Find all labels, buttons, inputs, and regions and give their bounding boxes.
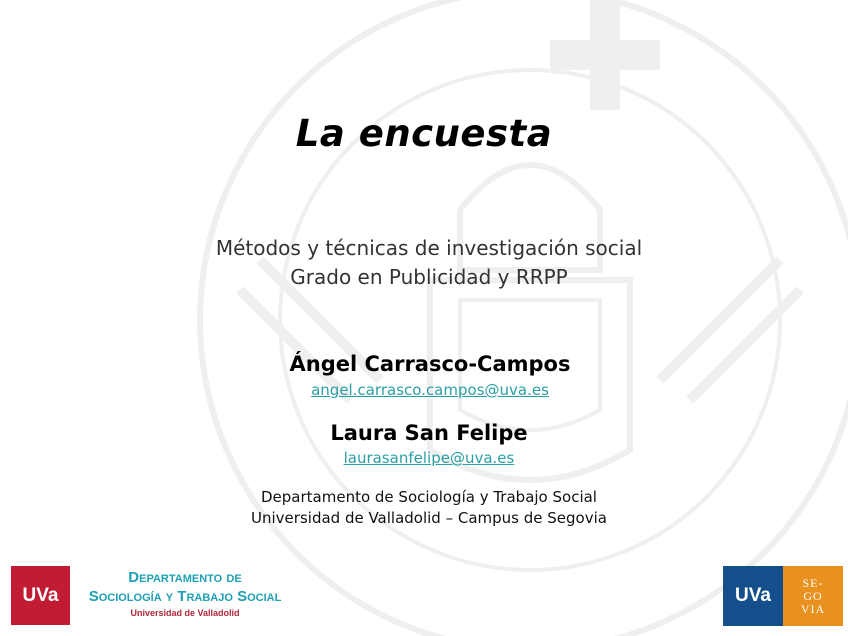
department-name: Departamento de Sociología y Trabajo Social [261, 488, 597, 506]
department-logo-line3: Universidad de Valladolid [130, 608, 240, 618]
department-logo [80, 568, 290, 620]
segovia-logo-line: GO [803, 588, 823, 603]
university-campus: Universidad de Valladolid – Campus de Segovia [251, 509, 607, 527]
university-seal-watermark [130, 0, 848, 636]
author-email-link[interactable]: angel.carrasco.campos@uva.es [311, 381, 549, 399]
uva-logo-text: UVa [735, 585, 771, 606]
author-email-link[interactable]: laurasanfelipe@uva.es [343, 449, 515, 467]
degree-name: Grado en Publicidad y RRPP [290, 265, 568, 289]
uva-segovia-logo [723, 566, 843, 626]
segovia-logo-line: VIA [800, 601, 826, 616]
segovia-logo [783, 566, 843, 626]
department-logo-line1: Departamento de [128, 569, 242, 586]
slide-title: La encuesta [295, 112, 553, 155]
uva-logo-right [723, 566, 783, 626]
author-name: Laura San Felipe [330, 421, 528, 445]
uva-logo-left [11, 566, 70, 625]
author-name: Ángel Carrasco-Campos [289, 352, 571, 376]
department-logo-line2: Sociología y Trabajo Social [88, 588, 282, 605]
uva-logo-text: UVa [22, 584, 59, 606]
segovia-logo-line: SE- [802, 575, 824, 590]
course-subject: Métodos y técnicas de investigación social [215, 236, 643, 260]
